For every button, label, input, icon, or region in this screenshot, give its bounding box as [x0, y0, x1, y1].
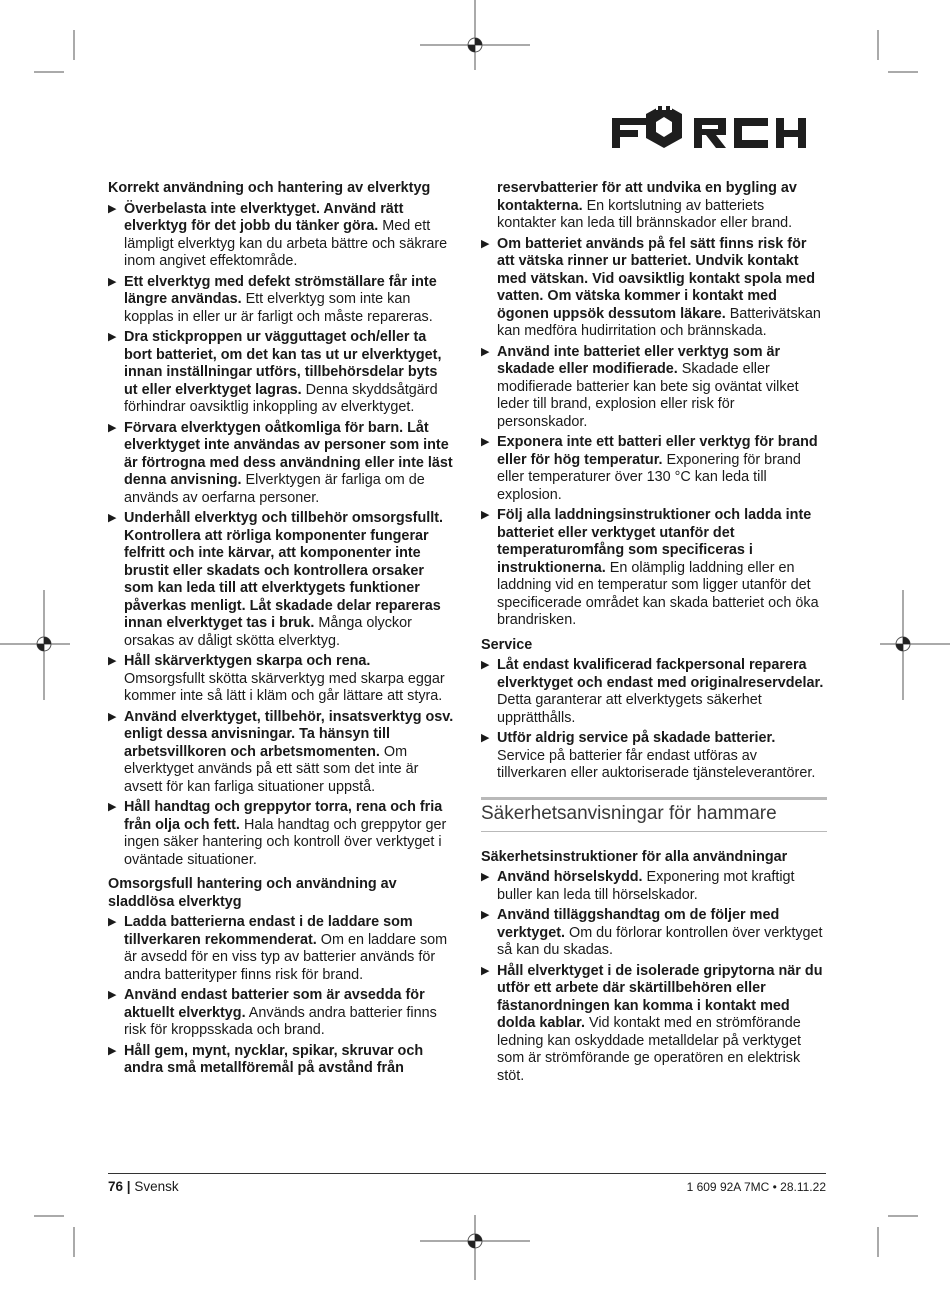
continued-item	[481, 180, 827, 233]
bullet-text: Ett elverktyg som inte kan kopplas in eller ur är farligt och måste repareras.	[124, 291, 433, 325]
bullet-bold-text: Använd tilläggshandtag om de följer med verktyget.	[497, 907, 780, 941]
bullet-item	[108, 1043, 454, 1078]
bullet-text: Om elverktyget används på ett sätt som det inte är avsett för kan farliga situationer uppstå.	[124, 743, 419, 795]
bullet-item	[481, 344, 827, 432]
bullet-text: Vid kontakt med en strömförande ledning kan oskyddade metalldelar på verktyget som är strömförande ge operatören en elektrisk stöt.	[497, 1015, 801, 1084]
section-header	[481, 797, 827, 832]
bullet-bold-text: Håll handtag och greppytor torra, rena och fria från olja och fett.	[124, 799, 443, 833]
bullet-text: Denna skyddsåtgärd förhindrar oavsiktlig inkoppling av elverktyget.	[124, 381, 438, 415]
document-code: 1 609 92A 7MC • 28.11.22	[686, 1180, 826, 1194]
page-number: 76	[108, 1179, 124, 1194]
bullet-item	[481, 236, 827, 341]
bullet-text: Med ett lämpligt elverktyg kan du arbeta bättre och säkrare inom angivet effektområde.	[124, 218, 448, 269]
bullet-bold-text: reservbatterier för att undvika en bygling av kontakterna.	[497, 180, 797, 214]
bullet-text: Hala handtag och greppytor ger ingen säker hantering och kontroll över verktyget i oväntade situationer.	[124, 816, 447, 868]
bullet-item	[108, 799, 454, 869]
bullet-item	[481, 869, 827, 904]
subheading: Service	[481, 636, 533, 653]
bullet-item	[108, 709, 454, 797]
subheading: Säkerhetsinstruktioner för alla användningar	[481, 848, 788, 865]
bullet-item	[481, 907, 827, 960]
right-column	[481, 180, 827, 1085]
bullet-text: Omsorgsfullt skötta skärverktyg med skarpa eggar kommer inte så lätt i kläm och går lättare att styra.	[124, 670, 445, 704]
bullet-bold-text: Använd hörselskydd.	[497, 869, 643, 885]
bullet-bold-text: Ladda batterierna endast i de laddare som tillverkaren rekommenderat.	[124, 914, 413, 948]
bullet-item	[108, 510, 454, 650]
bullet-item	[108, 653, 454, 706]
bullet-item	[481, 434, 827, 504]
bullet-text: Många olyckor orsakas av dåligt skötta elverktyg.	[124, 615, 412, 649]
bullet-item	[481, 730, 827, 783]
subheading: Korrekt användning och hantering av elverktyg	[108, 180, 431, 196]
bullet-item	[481, 657, 827, 727]
bullet-bold-text: Följ alla laddningsinstruktioner och ladda inte batteriet eller verktyget utanför det temperaturomfång som specificeras i instruktionerna.	[497, 507, 812, 576]
bullet-bold-text: Håll gem, mynt, nycklar, spikar, skruvar och andra små metallföremål på avstånd från	[124, 1042, 424, 1076]
page-footer	[108, 1173, 826, 1194]
bullet-bold-text: Underhåll elverktyg och tillbehör omsorgsfullt. Kontrollera att rörliga komponenter fungerar felfritt och inte kärvar, att komponenter inte brustit eller skadats och kontrollera orsaker som kan leda till att elverktygets funktioner påverkas menligt. Låt skadade delar repareras innan elverktyget tas i bruk.	[124, 510, 444, 631]
bullet-bold-text: Ett elverktyg med defekt strömställare får inte längre användas.	[124, 273, 437, 307]
bullet-text: Används andra batterier finns risk för kroppsskada och brand.	[124, 1004, 437, 1038]
bullet-text: Elverktygen är farliga om de används av oerfarna personer.	[124, 472, 425, 506]
bullet-bold-text: Förvara elverktygen oåtkomliga för barn. Låt elverktyget inte användas av personer som inte är förtrogna med dess användning eller inte läst denna anvisning.	[124, 419, 453, 488]
bullet-text: Service på batterier får endast utföras av tillverkaren eller auktoriserade tjänsteleverantörer.	[497, 747, 816, 781]
bullet-item	[108, 329, 454, 417]
bullet-bold-text: Överbelasta inte elverktyget. Använd rätt elverktyg för det jobb du tänker göra.	[124, 200, 404, 234]
subheading: Omsorgsfull hantering och användning av sladdlösa elverktyg	[108, 876, 397, 910]
bullet-bold-text: Använd elverktyget, tillbehör, insatsverktyg osv. enligt dessa anvisningar. Ta hänsyn till arbetsvillkoren och arbetsmomenten.	[124, 708, 454, 760]
bullet-item	[481, 507, 827, 630]
footer-left	[108, 1179, 179, 1194]
bullet-bold-text: Om batteriet används på fel sätt finns risk för att vätska rinner ur batteriet. Undvik kontakt med vätskan. Vid oavsiktlig kontakt spola med vatten. Om vätska kommer i kontakt med ögonen uppsök dessutom läkare.	[497, 235, 816, 322]
bullet-bold-text: Använd endast batterier som är avsedda för aktuellt elverktyg.	[124, 987, 425, 1021]
bullet-item	[108, 201, 454, 271]
bullet-text: Exponering för brand eller temperaturer över 130 °C kan leda till explosion.	[497, 451, 801, 503]
bullet-item	[108, 274, 454, 327]
bullet-text: Skadade eller modifierade batterier kan bete sig oväntat vilket leder till brand, explosion eller risk för personskador.	[497, 361, 799, 430]
bullet-text: Om en laddare som är avsedd för en viss typ av batterier används för andra batterityper finns risk för brand.	[124, 931, 448, 983]
bullet-text: Detta garanterar att elverktygets säkerhet upprätthålls.	[497, 692, 762, 726]
left-column	[108, 180, 454, 1078]
bullet-bold-text: Håll elverktyget i de isolerade gripytorna när du utför ett arbete där skärtillbehören eller fästanordningen kan komma i kontakt med dolda kablar.	[497, 962, 823, 1031]
bullet-bold-text: Exponera inte ett batteri eller verktyg för brand eller för hög temperatur.	[497, 434, 818, 468]
bullet-bold-text: Använd inte batteriet eller verktyg som är skadade eller modifierade.	[497, 343, 781, 377]
footer-language: Svensk	[134, 1179, 179, 1194]
section-title: Säkerhetsanvisningar för hammare	[481, 802, 827, 832]
bullet-text: Exponering mot kraftigt buller kan leda till hörselskador.	[497, 869, 795, 903]
bullet-bold-text: Dra stickproppen ur vägguttaget och/eller ta bort batteriet, om det kan tas ut ur elverktyget, innan inställningar utförs, tillbehörsdelar byts ut eller elverktyget lagras.	[124, 329, 442, 398]
bullet-item	[108, 914, 454, 984]
footer-separator: |	[126, 1179, 135, 1194]
bullet-item	[481, 963, 827, 1086]
bullet-bold-text: Låt endast kvalificerad fackpersonal reparera elverktyget och endast med originalreservdelar.	[497, 657, 824, 691]
bullet-item	[108, 420, 454, 508]
bullet-item	[108, 987, 454, 1040]
bullet-text: Om du förlorar kontrollen över verktyget så kan du skadas.	[497, 924, 823, 958]
bullet-bold-text: Utför aldrig service på skadade batterier.	[497, 730, 776, 746]
bullet-text: En kortslutning av batteriets kontakter kan leda till brännskador eller brand.	[497, 197, 793, 231]
bullet-text: Batterivätskan kan medföra hudirritation och brännskada.	[497, 305, 821, 339]
forch-logo	[612, 104, 828, 150]
bullet-text: En olämplig laddning eller en laddning vid en temperatur som ligger utanför det specificerade området kan skada batteriet och öka brandrisken.	[497, 559, 819, 628]
bullet-bold-text: Håll skärverktygen skarpa och rena.	[124, 653, 371, 669]
